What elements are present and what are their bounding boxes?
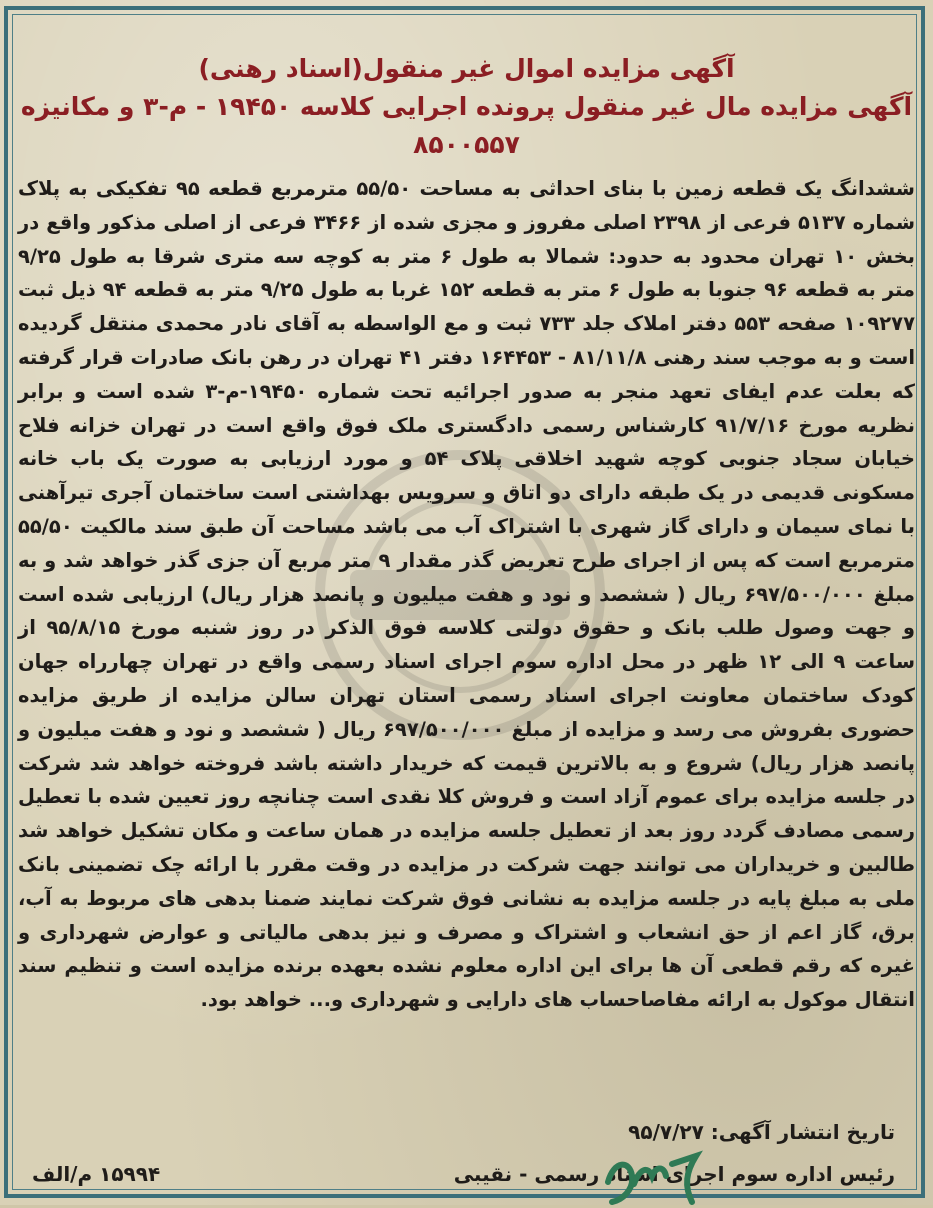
notice-footer [18, 1120, 915, 1200]
handwritten-mark [600, 1142, 710, 1208]
signer-name: رئیس اداره سوم اجرای اسناد رسمی - نقیبی [453, 1162, 895, 1186]
notice-content [18, 50, 915, 1036]
notice-title: آگهی مزایده اموال غیر منقول(اسناد رهنی) [198, 54, 735, 83]
notice-subtitle: آگهی مزایده مال غیر منقول پرونده اجرایی کلاسه ۱۹۴۵۰ - م-۳ و مکانیزه [20, 92, 913, 121]
publication-date: تاریخ انتشار آگهی: ۹۵/۷/۲۷ [628, 1120, 895, 1144]
notice-body: ششدانگ یک قطعه زمین با بنای احداثی به مساحت ۵۵/۵۰ مترمربع قطعه ۹۵ تفکیکی به پلاک شماره ۵۱۳۷ فرعی از ۲۳۹۸ اصلی مفروز و مجزی شده از ۳۴۶۶ فرعی از اصلی مذکور واقع در بخش ۱۰ تهران محدود به حدود: شمالا به طول ۶ متر به کوچه سه متری شرقا به طول ۹/۲۵ متر به قطعه ۹۶ جنوبا به طول ۶ متر به قطعه ۱۵۲ غربا به طول ۹/۲۵ متر به قطعه ۹۴ ذیل ثبت ۱۰۹۲۷۷ صفحه ۵۵۳ دفتر املاک جلد ۷۳۳ ثبت و مع الواسطه به آقای نادر محمدی منتقل گردیده است و به موجب سند رهنی ۸۱/۱۱/۸ - ۱۶۴۴۵۳ دفتر ۴۱ تهران در رهن بانک صادرات قرار گرفته که بعلت عدم ایفای تعهد منجر به صدور اجرائیه تحت شماره ۱۹۴۵۰-م-۳ شده است و برابر نظریه مورخ ۹۱/۷/۱۶ کارشناس رسمی دادگستری ملک فوق واقع است در تهران خزانه فلاح خیابان سجاد جنوبی کوچه شهید اخلاقی پلاک ۵۴ و مورد ارزیابی به صورت یک باب خانه مسکونی قدیمی در یک طبقه دارای دو اتاق و سرویس بهداشتی است ساختمان آجری تیرآهنی با نمای سیمان و دارای گاز شهری با اشتراک آب می باشد مساحت آن طبق سند مالکیت ۵۵/۵۰ مترمربع است که پس از اجرای طرح تعریض گذر مقدار ۹ متر مربع آن جزی گذر خواهد شد و به مبلغ ۶۹۷/۵۰۰/۰۰۰ ریال ( ششصد و نود و هفت میلیون و پانصد هزار ریال) ارزیابی شده است و جهت وصول طلب بانک و حقوق دولتی کلاسه فوق الذکر در روز شنبه مورخ ۹۵/۸/۱۵ از ساعت ۹ الی ۱۲ ظهر در محل اداره سوم اجرای اسناد رسمی واقع در تهران چهارراه جهان کودک ساختمان معاونت اجرای اسناد رسمی استان تهران سالن مزایده از طریق مزایده حضوری بفروش می رسد و مزایده از مبلغ ۶۹۷/۵۰۰/۰۰۰ ریال ( ششصد و نود و هفت میلیون و پانصد هزار ریال) شروع و به بالاترین قیمت که خریدار داشته باشد فروخته خواهد شد شرکت در جلسه مزایده برای عموم آزاد است و فروش کلا نقدی است چنانچه روز تعیین شده با تعطیل رسمی مصادف گردد روز بعد از تعطیل جلسه مزایده در همان ساعت و مکان تشکیل خواهد شد طالبین و خریداران می توانند جهت شرکت در مزایده در وقت مقرر با ارائه چک تضمینی بانک ملی به مبلغ پایه در جلسه مزایده به نشانی فوق شرکت نمایند ضمنا بدهی های مربوط به آب، برق، گاز اعم از حق انشعاب و اشتراک و مصرف و نیز بدهی مالیاتی و عوارض شهرداری و غیره که رقم قطعی آن ها برای این اداره معلوم نشده بعهده برنده مزایده است و تنظیم سند انتقال موکول به ارائه مفاصاحساب های دارایی و شهرداری و... خواهد بود. [18, 177, 916, 1012]
reference-code: ۱۵۹۹۴ م/الف [32, 1162, 161, 1186]
notice-mechanized-number: ۸۵۰۰۵۵۷ [413, 130, 520, 159]
